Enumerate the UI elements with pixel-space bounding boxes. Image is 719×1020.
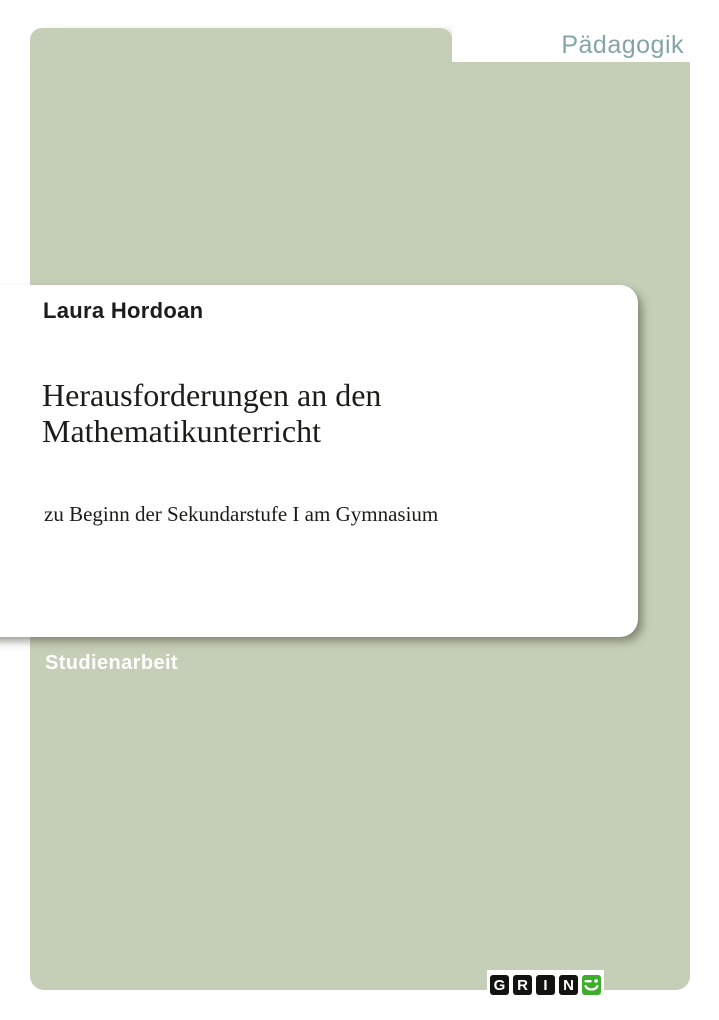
cover-tab	[30, 28, 452, 66]
smiley-icon	[582, 975, 601, 995]
logo-letter-tile: I	[536, 975, 555, 995]
author-name: Laura Hordoan	[43, 298, 204, 323]
grin-logo	[487, 970, 604, 1000]
book-title: Herausforderungen an den Mathematikunterricht	[42, 377, 382, 449]
logo-letter-tile: R	[513, 975, 532, 995]
document-type-label: Studienarbeit	[45, 652, 178, 674]
book-subtitle: zu Beginn der Sekundarstufe I am Gymnasium	[44, 502, 439, 526]
title-card	[0, 285, 638, 637]
logo-letter-tile: N	[559, 975, 578, 995]
category-strip	[452, 28, 684, 62]
category-label: Pädagogik	[561, 30, 684, 59]
logo-letter-tile: G	[490, 975, 509, 995]
